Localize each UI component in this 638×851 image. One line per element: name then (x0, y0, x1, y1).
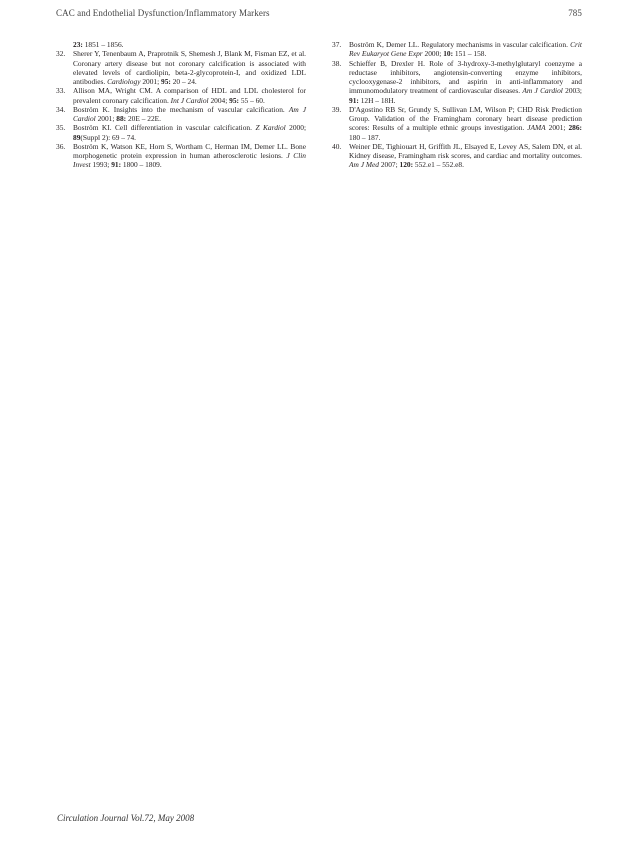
reference-journal: Am J Med (349, 160, 379, 170)
reference-segment: 2003; (562, 86, 582, 96)
reference-number: 38. (332, 58, 342, 68)
references-right-column (332, 40, 582, 170)
reference-text (73, 105, 306, 124)
reference-text (73, 142, 306, 170)
reference-entry (332, 105, 582, 142)
reference-entry (56, 123, 306, 142)
reference-journal: JAMA (527, 123, 546, 133)
reference-number (56, 40, 73, 49)
reference-segment: 180 – 187. (349, 132, 381, 142)
reference-entry (332, 40, 582, 59)
reference-volume: 95: (161, 77, 171, 86)
running-title: CAC and Endothelial Dysfunction/Inflammatory Markers (56, 8, 270, 18)
reference-number: 33. (56, 86, 66, 96)
reference-segment: Allison MA, Wright CM. A comparison of HDL and LDL cholesterol for prevalent coronary calcification. (73, 86, 306, 105)
reference-entry (56, 86, 306, 105)
reference-journal: J Clin Invest (73, 151, 306, 170)
reference-text (73, 86, 306, 105)
reference-segment: 20E – 22E. (126, 114, 162, 123)
reference-entry (56, 105, 306, 124)
reference-segment: 552.e1 – 552.e8. (413, 160, 464, 170)
reference-segment: 2000; (285, 123, 307, 133)
reference-segment: 2007; (378, 160, 400, 170)
reference-number: 40. (332, 141, 342, 151)
reference-entry (56, 142, 306, 170)
reference-volume: 89 (73, 132, 81, 142)
reference-segment: 2004; (208, 95, 230, 105)
reference-segment: Boström K, Watson KE, Horn S, Wortham C, Herman IM, Demer LL. Bone morphogenetic protein expression in human atherosclerotic lesions. (73, 141, 306, 160)
reference-number: 37. (332, 40, 342, 49)
reference-volume: 91: (349, 95, 359, 105)
reference-segment: 2000; (422, 49, 444, 59)
reference-segment: 55 – 60. (238, 95, 265, 105)
reference-journal: Z Kardiol (255, 123, 286, 133)
reference-number: 34. (56, 104, 66, 114)
reference-journal: Am J Cardiol (522, 86, 563, 96)
reference-volume: 120: (399, 160, 414, 170)
reference-text (73, 49, 306, 86)
reference-segment: Sherer Y, Tenenbaum A, Praprotnik S, Shemesh J, Blank M, Fisman EZ, et al. Coronary artery disease but not coronary calcification is associated with elevated levels of cardiolipin, beta-2-glycoprotein-I, and oxidized LDL antibodies. (73, 49, 306, 86)
reference-journal: Int J Cardiol (170, 95, 209, 105)
reference-number: 36. (56, 141, 66, 151)
reference-segment: Boström K, Demer LL. Regulatory mechanisms in vascular calcification. (349, 40, 571, 49)
reference-journal: Crit Rev Eukaryot Gene Expr (349, 40, 582, 59)
reference-volume: 91: (111, 160, 122, 170)
reference-segment: 151 – 158. (453, 49, 487, 59)
reference-journal: Cardiology (107, 77, 141, 86)
reference-entry (332, 142, 582, 170)
reference-text (73, 40, 306, 49)
reference-volume: 88: (116, 114, 127, 123)
reference-entry (56, 40, 306, 49)
reference-text (349, 142, 582, 170)
reference-text (73, 123, 306, 142)
reference-segment: 20 – 24. (170, 77, 197, 86)
reference-number: 32. (56, 49, 66, 59)
reference-text (349, 105, 582, 142)
reference-volume: 95: (229, 95, 239, 105)
reference-number: 35. (56, 123, 66, 133)
reference-journal: Am J Cardiol (73, 104, 306, 123)
reference-text (349, 59, 582, 105)
reference-segment: (Suppl 2): 69 – 74. (80, 132, 137, 142)
reference-text (349, 40, 582, 59)
reference-segment: 2001; (140, 77, 162, 86)
running-head (56, 8, 582, 18)
reference-segment: 12H – 18H. (358, 95, 396, 105)
reference-segment: Boström KI. Cell differentiation in vascular calcification. (73, 123, 256, 133)
reference-segment: 1800 – 1809. (121, 160, 162, 170)
reference-segment: 2001; (545, 123, 569, 133)
reference-segment: Weiner DE, Tighiouart H, Griffith JL, Elsayed E, Levey AS, Salem DN, et al. Kidney disease, Framingham risk scores, and cardiac and mortality outcomes. (349, 141, 582, 160)
reference-volume: 286: (568, 123, 582, 133)
reference-number: 39. (332, 104, 342, 114)
reference-segment: Boström K. Insights into the mechanism of vascular calcification. (73, 104, 289, 114)
reference-segment: 1851 – 1856. (82, 40, 124, 49)
reference-segment: Schieffer B, Drexler H. Role of 3-hydroxy-3-methylglutaryl coenzyme a reductase inhibitors, angiotensin-converting enzyme inhibitors, cyclooxygenase-2 inhibitors, and aspirin in anti-inflammatory and immunomodulatory treatment of cardiovascular diseases. (349, 58, 582, 96)
reference-segment: 1993; (90, 160, 112, 170)
journal-footer: Circulation Journal Vol.72, May 2008 (57, 813, 195, 823)
references-left-column (56, 40, 306, 170)
reference-segment: D'Agostino RB Sr, Grundy S, Sullivan LM, Wilson P; CHD Risk Prediction Group. Validation of the Framingham coronary heart disease prediction scores: Results of a multiple ethnic groups investigation. (349, 104, 582, 133)
reference-entry (56, 49, 306, 86)
page-number: 785 (568, 8, 582, 18)
reference-volume: 23: (73, 40, 83, 49)
reference-volume: 10: (443, 49, 454, 59)
reference-entry (332, 59, 582, 105)
reference-segment: 2001; (95, 114, 117, 123)
